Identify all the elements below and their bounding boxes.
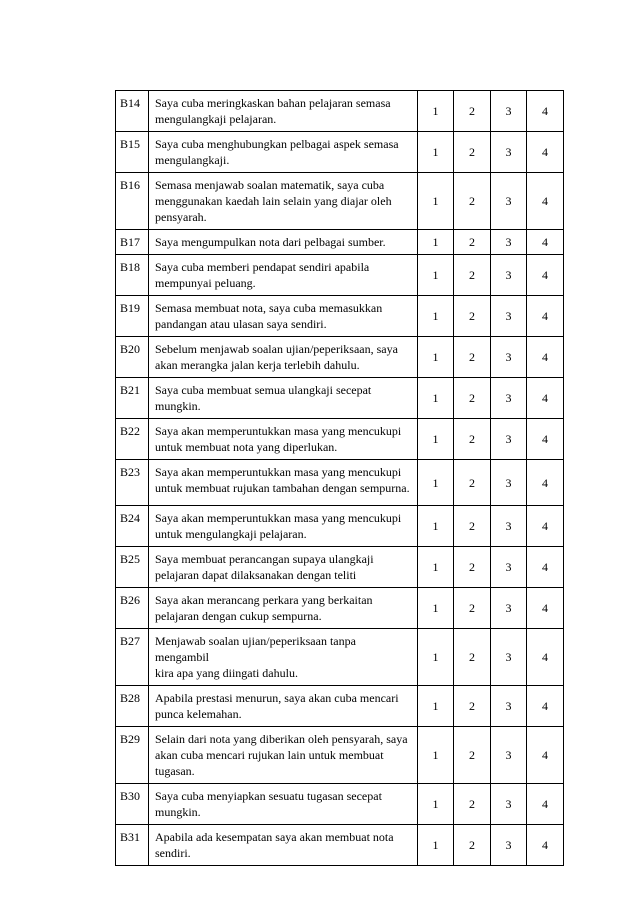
item-code: B27: [116, 629, 149, 686]
scale-option-2: 2: [454, 378, 491, 419]
item-statement: [149, 132, 418, 173]
item-code: B30: [116, 784, 149, 825]
table-row: [116, 337, 564, 378]
scale-option-2: 2: [454, 419, 491, 460]
item-statement: [149, 784, 418, 825]
scale-option-3: 3: [491, 784, 527, 825]
scale-option-3: 3: [491, 460, 527, 506]
statement-line: mengulangkaji pelajaran.: [155, 112, 277, 126]
scale-option-1: 1: [418, 588, 454, 629]
table-row: [116, 132, 564, 173]
scale-option-4: 4: [527, 784, 564, 825]
scale-option-2: 2: [454, 460, 491, 506]
item-code: B21: [116, 378, 149, 419]
table-row: [116, 173, 564, 230]
scale-option-3: 3: [491, 686, 527, 727]
statement-line: akan merangka jalan kerja terlebih dahulu.: [155, 358, 360, 372]
scale-option-3: 3: [491, 230, 527, 255]
item-code: B20: [116, 337, 149, 378]
item-code: B24: [116, 506, 149, 547]
scale-option-1: 1: [418, 825, 454, 866]
table-row: [116, 825, 564, 866]
statement-line: sendiri.: [155, 846, 191, 860]
table-row: [116, 629, 564, 686]
scale-option-4: 4: [527, 255, 564, 296]
item-code: B17: [116, 230, 149, 255]
scale-option-4: 4: [527, 825, 564, 866]
scale-option-1: 1: [418, 173, 454, 230]
item-code: B25: [116, 547, 149, 588]
table-row: [116, 784, 564, 825]
scale-option-4: 4: [527, 460, 564, 506]
scale-option-2: 2: [454, 255, 491, 296]
table-row: [116, 460, 564, 506]
scale-option-1: 1: [418, 506, 454, 547]
scale-option-1: 1: [418, 91, 454, 132]
scale-option-4: 4: [527, 547, 564, 588]
statement-line: untuk mengulangkaji pelajaran.: [155, 527, 307, 541]
item-code: B16: [116, 173, 149, 230]
item-statement: [149, 629, 418, 686]
scale-option-3: 3: [491, 419, 527, 460]
scale-option-3: 3: [491, 378, 527, 419]
scale-option-2: 2: [454, 547, 491, 588]
scale-option-3: 3: [491, 255, 527, 296]
item-code: B14: [116, 91, 149, 132]
statement-line: Saya akan memperuntukkan masa yang mencukupi: [155, 511, 402, 525]
statement-line: kira apa yang diingati dahulu.: [155, 666, 298, 680]
scale-option-3: 3: [491, 727, 527, 784]
table-row: [116, 419, 564, 460]
scale-option-2: 2: [454, 337, 491, 378]
statement-line: Saya cuba memberi pendapat sendiri apabila: [155, 260, 370, 274]
scale-option-4: 4: [527, 173, 564, 230]
item-statement: [149, 230, 418, 255]
scale-option-1: 1: [418, 686, 454, 727]
scale-option-4: 4: [527, 296, 564, 337]
statement-line: mungkin.: [155, 399, 201, 413]
item-statement: [149, 419, 418, 460]
scale-option-4: 4: [527, 337, 564, 378]
statement-line: Saya cuba menyiapkan sesuatu tugasan secepat: [155, 789, 382, 803]
scale-option-4: 4: [527, 588, 564, 629]
scale-option-3: 3: [491, 629, 527, 686]
table-row: [116, 230, 564, 255]
table-row: [116, 686, 564, 727]
statement-line: mempunyai peluang.: [155, 276, 256, 290]
item-code: B29: [116, 727, 149, 784]
scale-option-3: 3: [491, 337, 527, 378]
statement-line: untuk membuat nota yang diperlukan.: [155, 440, 338, 454]
scale-option-4: 4: [527, 91, 564, 132]
statement-line: pensyarah.: [155, 210, 207, 224]
scale-option-3: 3: [491, 173, 527, 230]
scale-option-4: 4: [527, 132, 564, 173]
scale-option-1: 1: [418, 296, 454, 337]
table-row: [116, 727, 564, 784]
scale-option-2: 2: [454, 686, 491, 727]
statement-line: Saya akan merancang perkara yang berkaitan: [155, 593, 373, 607]
table-row: [116, 91, 564, 132]
item-statement: [149, 547, 418, 588]
table-row: [116, 296, 564, 337]
item-statement: [149, 337, 418, 378]
statement-line: mungkin.: [155, 805, 201, 819]
statement-line: akan cuba mencari rujukan lain untuk membuat: [155, 748, 384, 762]
scale-option-3: 3: [491, 296, 527, 337]
scale-option-2: 2: [454, 629, 491, 686]
statement-line: Semasa menjawab soalan matematik, saya cuba: [155, 178, 385, 192]
statement-line: Saya membuat perancangan supaya ulangkaji: [155, 552, 374, 566]
statement-line: menggunakan kaedah lain selain yang diajar oleh: [155, 194, 392, 208]
scale-option-1: 1: [418, 255, 454, 296]
statement-line: Saya cuba meringkaskan bahan pelajaran semasa: [155, 96, 391, 110]
item-code: B19: [116, 296, 149, 337]
item-code: B22: [116, 419, 149, 460]
scale-option-4: 4: [527, 629, 564, 686]
statement-line: Sebelum menjawab soalan ujian/peperiksaan, saya: [155, 342, 398, 356]
scale-option-3: 3: [491, 91, 527, 132]
statement-line: Apabila ada kesempatan saya akan membuat nota: [155, 830, 394, 844]
scale-option-2: 2: [454, 91, 491, 132]
statement-line: Apabila prestasi menurun, saya akan cuba mencari: [155, 691, 399, 705]
scale-option-1: 1: [418, 629, 454, 686]
questionnaire-rows: [116, 91, 564, 866]
statement-line: Saya akan memperuntukkan masa yang mencukupi: [155, 465, 402, 479]
scale-option-3: 3: [491, 588, 527, 629]
scale-option-4: 4: [527, 230, 564, 255]
scale-option-4: 4: [527, 378, 564, 419]
table-row: [116, 547, 564, 588]
item-code: B26: [116, 588, 149, 629]
scale-option-3: 3: [491, 506, 527, 547]
scale-option-3: 3: [491, 132, 527, 173]
scale-option-1: 1: [418, 419, 454, 460]
scale-option-1: 1: [418, 132, 454, 173]
item-statement: [149, 378, 418, 419]
scale-option-1: 1: [418, 784, 454, 825]
scale-option-1: 1: [418, 460, 454, 506]
statement-line: Saya cuba menghubungkan pelbagai aspek semasa: [155, 137, 399, 151]
item-statement: [149, 255, 418, 296]
item-statement: [149, 825, 418, 866]
scale-option-4: 4: [527, 686, 564, 727]
item-code: B31: [116, 825, 149, 866]
statement-line: Saya cuba membuat semua ulangkaji secepat: [155, 383, 372, 397]
scale-option-1: 1: [418, 230, 454, 255]
table-row: [116, 588, 564, 629]
scale-option-2: 2: [454, 825, 491, 866]
table-row: [116, 378, 564, 419]
questionnaire-table: [115, 90, 564, 866]
scale-option-4: 4: [527, 506, 564, 547]
scale-option-2: 2: [454, 588, 491, 629]
scale-option-3: 3: [491, 825, 527, 866]
scale-option-1: 1: [418, 547, 454, 588]
item-statement: [149, 296, 418, 337]
item-statement: [149, 588, 418, 629]
item-code: B28: [116, 686, 149, 727]
statement-line: Saya mengumpulkan nota dari pelbagai sumber.: [155, 235, 386, 249]
scale-option-2: 2: [454, 173, 491, 230]
statement-line: mengulangkaji.: [155, 153, 230, 167]
item-statement: [149, 506, 418, 547]
scale-option-1: 1: [418, 378, 454, 419]
statement-line: punca kelemahan.: [155, 707, 242, 721]
statement-line: pandangan atau ulasan saya sendiri.: [155, 317, 327, 331]
item-code: B18: [116, 255, 149, 296]
item-statement: [149, 91, 418, 132]
statement-line: Saya akan memperuntukkan masa yang mencukupi: [155, 424, 402, 438]
item-code: B15: [116, 132, 149, 173]
scale-option-4: 4: [527, 419, 564, 460]
scale-option-2: 2: [454, 132, 491, 173]
item-statement: [149, 686, 418, 727]
statement-line: pelajaran dengan cukup sempurna.: [155, 609, 322, 623]
item-statement: [149, 173, 418, 230]
table-row: [116, 506, 564, 547]
statement-line: Selain dari nota yang diberikan oleh pensyarah, saya: [155, 732, 408, 746]
scale-option-2: 2: [454, 296, 491, 337]
statement-line: pelajaran dapat dilaksanakan dengan teliti: [155, 568, 357, 582]
item-statement: [149, 460, 418, 506]
scale-option-3: 3: [491, 547, 527, 588]
scale-option-2: 2: [454, 506, 491, 547]
scale-option-2: 2: [454, 784, 491, 825]
statement-line: tugasan.: [155, 764, 195, 778]
item-statement: [149, 727, 418, 784]
scale-option-4: 4: [527, 727, 564, 784]
scale-option-2: 2: [454, 230, 491, 255]
item-code: B23: [116, 460, 149, 506]
scale-option-1: 1: [418, 727, 454, 784]
scale-option-1: 1: [418, 337, 454, 378]
scale-option-2: 2: [454, 727, 491, 784]
statement-line: Semasa membuat nota, saya cuba memasukkan: [155, 301, 383, 315]
statement-line: untuk membuat rujukan tambahan dengan sempurna.: [155, 481, 410, 495]
statement-line: Menjawab soalan ujian/peperiksaan tanpa mengambil: [155, 634, 356, 664]
table-row: [116, 255, 564, 296]
